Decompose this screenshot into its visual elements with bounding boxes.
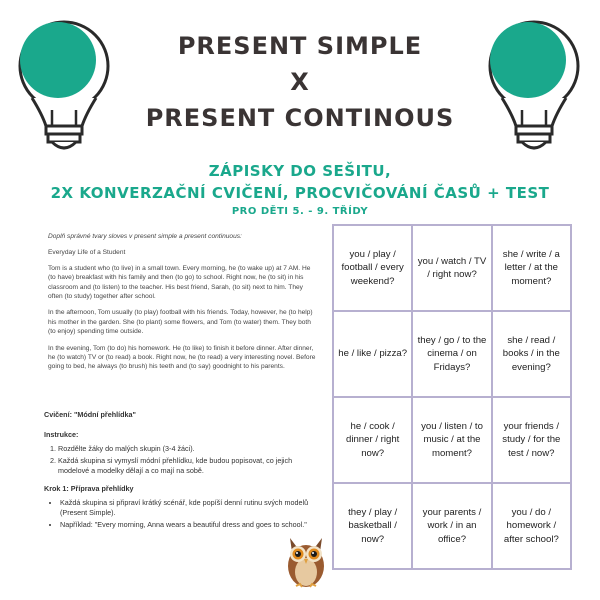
list-item: • Například: "Every morning, Anna wears a beautiful dress and goes to school." — [60, 520, 316, 530]
worksheet-instruction: Doplň správné tvary sloves v present simple a present continuous: — [48, 233, 242, 240]
list-item: 1. Rozdělte žáky do malých skupin (3-4 žáci). — [58, 444, 316, 454]
worksheet-paragraph: Tom is a student who (to live) in a small town. Every morning, he (to wake up) at 7 AM. He (to have) breakfast with his family and then (to go) to school. Right now, he (to sit) in his classroom and (to listen) to the teacher. His best friend, Sarah, (to sit) next to him. They often (to study) together after school. — [48, 264, 311, 301]
activity-preview — [44, 410, 316, 532]
question-card: she / write / a letter / at the moment? — [492, 225, 571, 311]
question-card: he / cook / dinner / right now? — [333, 397, 412, 483]
question-card: she / read / books / in the evening? — [492, 311, 571, 397]
title-line-3: PRESENT CONTINOUS — [145, 104, 455, 132]
instructions-label: Instrukce: — [44, 430, 79, 439]
question-card: you / play / football / every weekend? — [333, 225, 412, 311]
question-card: they / go / to the cinema / on Fridays? — [412, 311, 491, 397]
step1-label: Krok 1: Příprava přehlídky — [44, 484, 134, 493]
worksheet-preview — [48, 232, 316, 379]
question-card: he / like / pizza? — [333, 311, 412, 397]
question-card: you / do / homework / after school? — [492, 483, 571, 569]
step1-list — [60, 498, 316, 530]
question-card: you / watch / TV / right now? — [412, 225, 491, 311]
worksheet-paragraph: In the evening, Tom (to do) his homework. He (to like) to finish it before dinner. After dinner, he (to watch) TV or (to read) a book. Right now, he (to read) a very interesting novel. Before going to bed, he always (to brush) his teeth and (to say) goodnight to his parents. — [48, 344, 316, 371]
worksheet-paragraph: In the afternoon, Tom usually (to play) football with his friends. Today, however, he (to help) his mother in the garden. She (to plant) some flowers, and Tom (to water) them. They both (to enjoy) spending time outside. — [48, 309, 313, 336]
worksheet-title: Everyday Life of a Student — [48, 249, 126, 257]
list-item: 2. Každá skupina si vymyslí módní přehlídku, kde budou popisovat, co jejich modelové a modelky dělají a co mají na sobě. — [58, 456, 316, 476]
owl-icon — [282, 528, 330, 590]
instructions-list — [58, 444, 316, 476]
list-item: • Každá skupina si připraví krátký scénář, kde popíší denní rutinu svých modelů (Present Simple). — [60, 498, 316, 518]
question-card: you / listen / to music / at the moment? — [412, 397, 491, 483]
question-card-grid — [332, 224, 572, 570]
subtitle-line-3: PRO DĚTI 5. - 9. TŘÍDY — [231, 206, 369, 217]
subtitle-line-1: ZÁPISKY DO SEŠITU, — [208, 162, 392, 180]
subtitle-line-2: 2X KONVERZAČNÍ CVIČENÍ, PROCVIČOVÁNÍ ČASŮ + TEST — [50, 184, 550, 202]
question-card: your parents / work / in an office? — [412, 483, 491, 569]
question-card: your friends / study / for the test / now? — [492, 397, 571, 483]
activity-heading: Cvičení: "Módní přehlídka" — [44, 410, 136, 419]
title-line-1: PRESENT SIMPLE — [177, 32, 423, 60]
question-card: they / play / basketball / now? — [333, 483, 412, 569]
title-line-2: X — [290, 68, 310, 96]
